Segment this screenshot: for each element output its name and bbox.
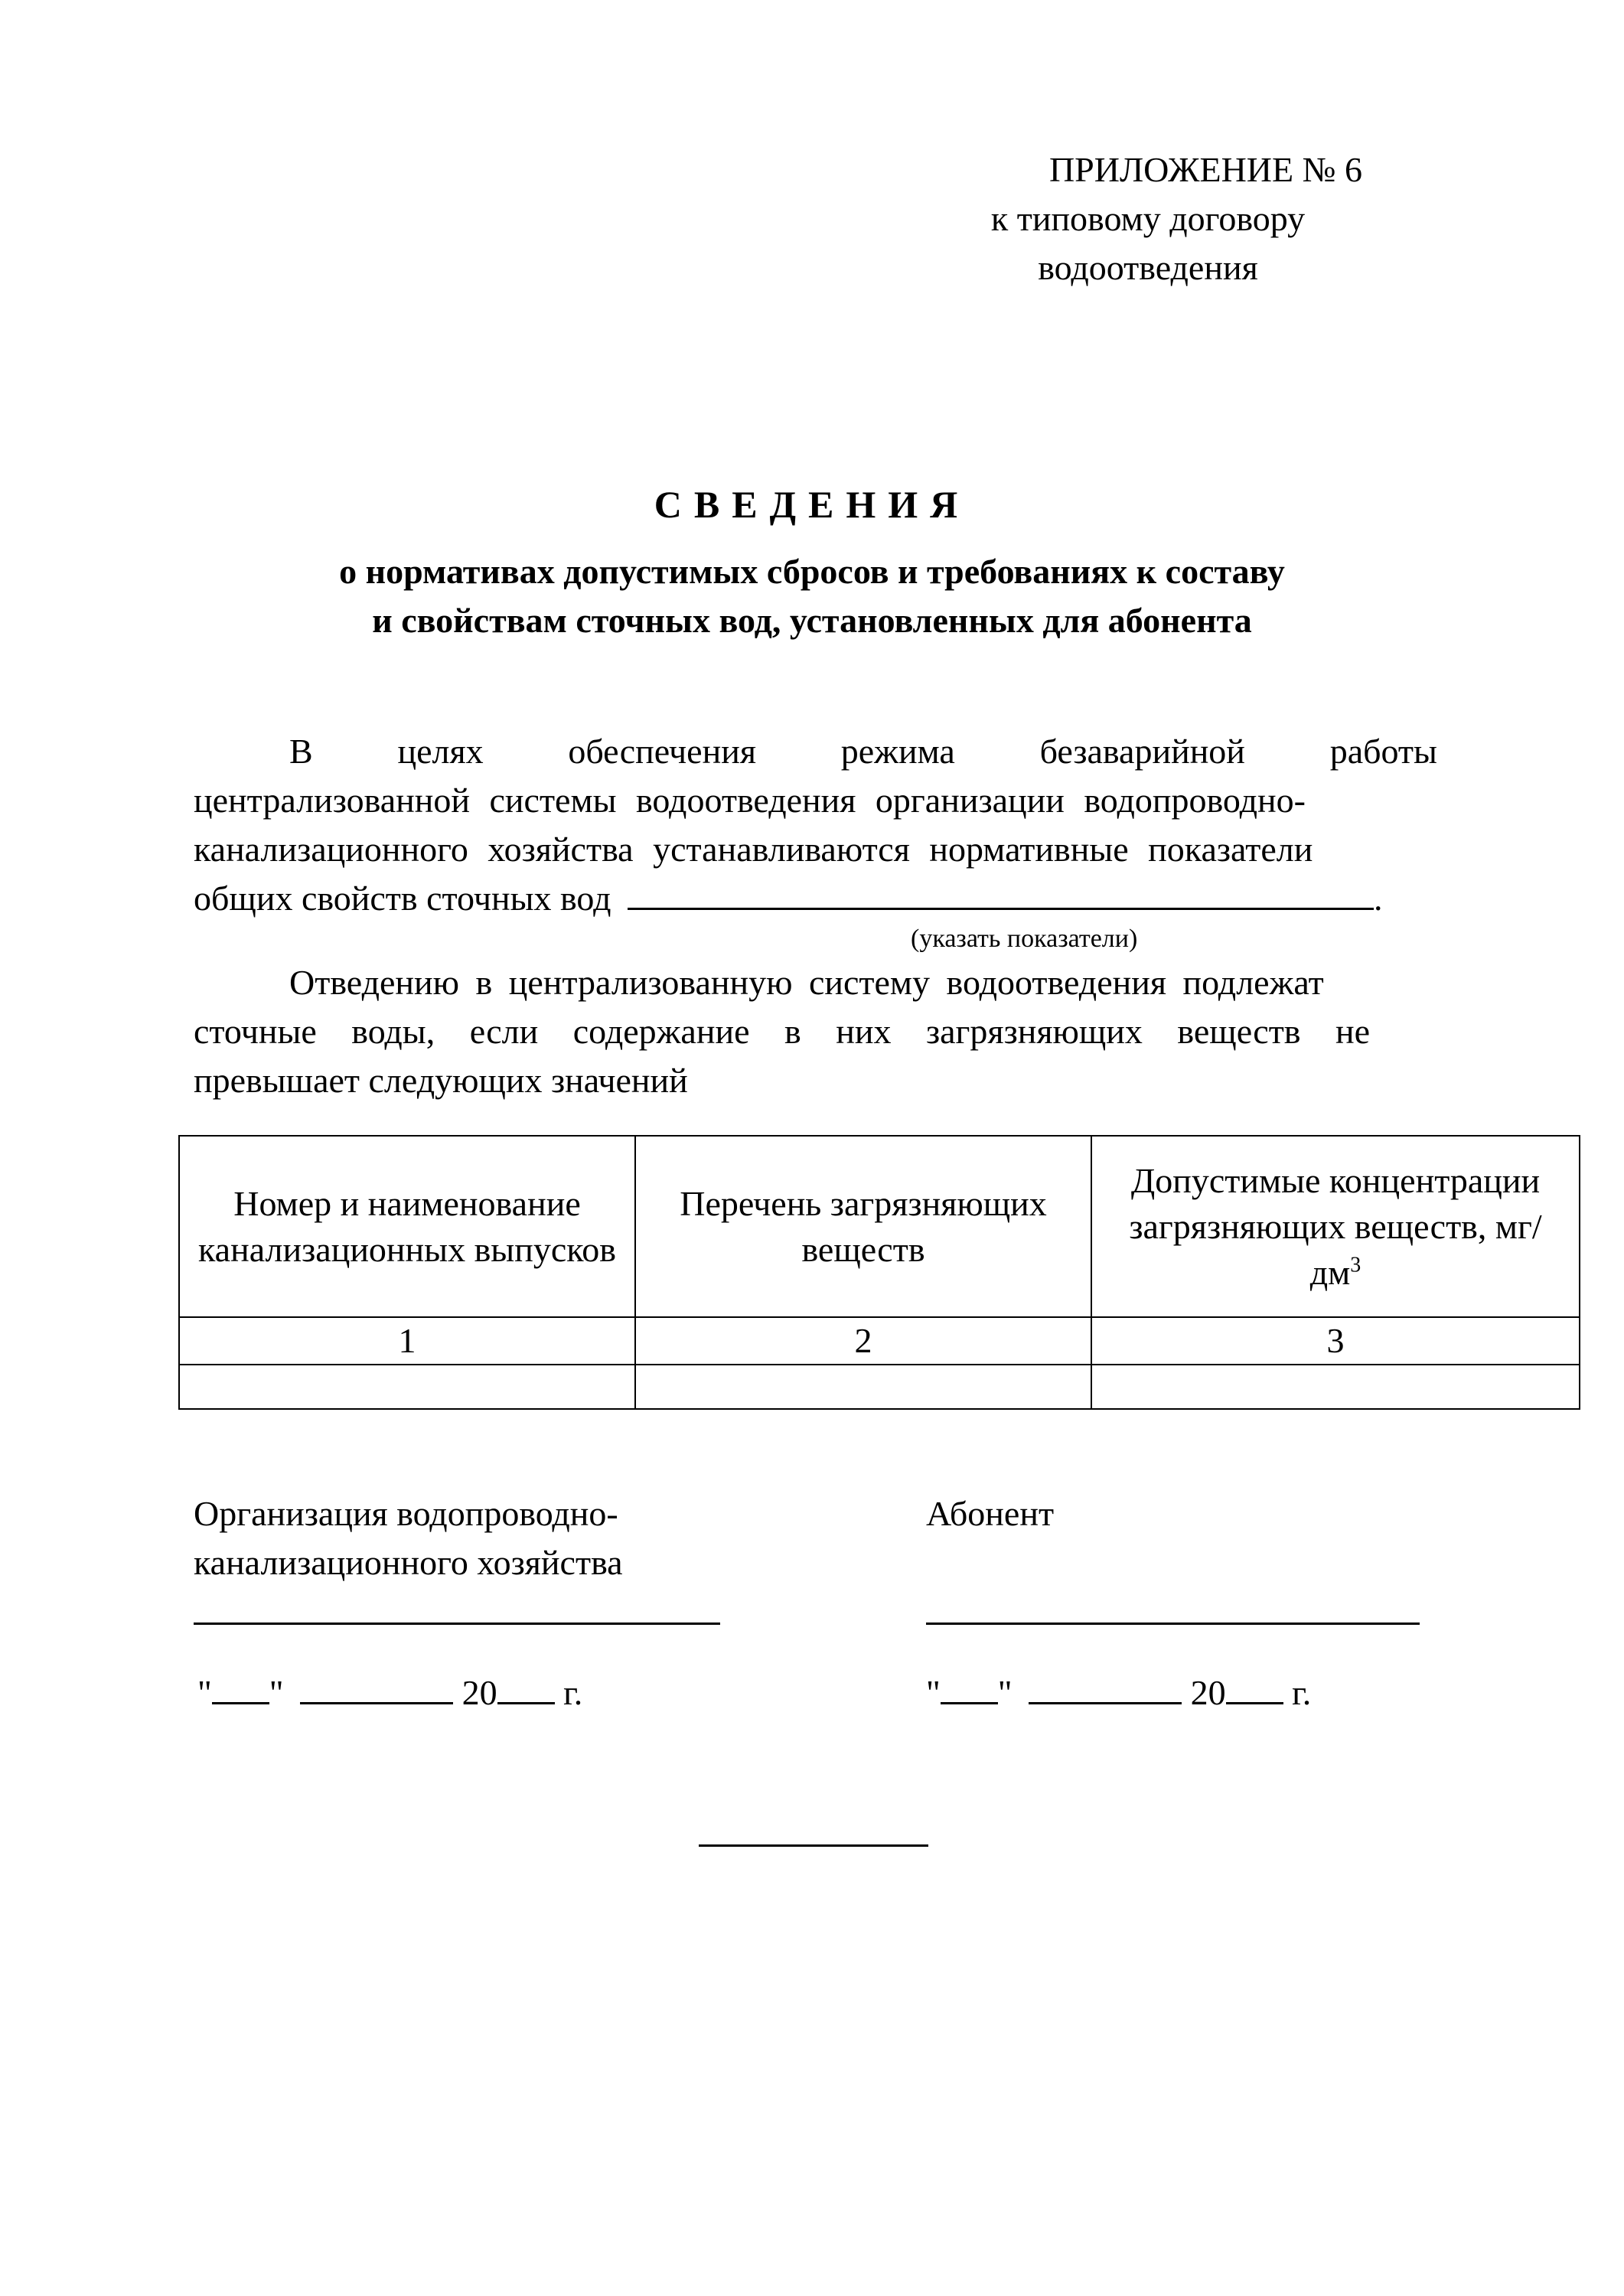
- indicators-fill-field[interactable]: [628, 877, 1374, 910]
- word: работы: [1329, 732, 1437, 771]
- table-row: [179, 1365, 1580, 1409]
- header-concentrations-text: Допустимые концентрации загрязняющих веществ, мг/дм: [1129, 1160, 1542, 1292]
- superscript: 3: [1350, 1253, 1361, 1277]
- org-date: [197, 1668, 582, 1717]
- subscriber-date: [926, 1668, 1311, 1717]
- paragraph-indicators: [194, 727, 1437, 923]
- appendix-ref-line: водоотведения: [1038, 248, 1258, 287]
- word: обеспечения: [568, 732, 756, 771]
- period: .: [1374, 879, 1383, 918]
- table-cell[interactable]: [1091, 1365, 1580, 1409]
- header-substances: Перечень загрязняющих веществ: [635, 1136, 1091, 1317]
- paragraph-line: [194, 727, 1437, 776]
- word: В: [289, 732, 313, 771]
- paragraph-line: централизованной системы водоотведения организации водопроводно-: [194, 781, 1306, 820]
- paragraph-line: сточные воды, если содержание в них загрязняющих веществ не: [194, 1012, 1371, 1051]
- word: режима: [840, 732, 955, 771]
- quote: ": [997, 1673, 1013, 1712]
- subscriber-signature-line[interactable]: [926, 1623, 1420, 1625]
- quote: ": [269, 1673, 284, 1712]
- signature-org-label: [194, 1489, 623, 1587]
- year-blank[interactable]: [497, 1668, 555, 1704]
- paragraph-discharge: [194, 958, 1437, 1105]
- table-row-numbers: [179, 1317, 1580, 1365]
- signature-org-line: Организация водопроводно-: [194, 1494, 618, 1533]
- table-cell[interactable]: [179, 1365, 635, 1409]
- table-cell[interactable]: [635, 1365, 1091, 1409]
- quote: ": [926, 1673, 941, 1712]
- year-blank[interactable]: [1226, 1668, 1283, 1704]
- word: целях: [397, 732, 484, 771]
- org-signature-line[interactable]: [194, 1623, 720, 1625]
- month-blank[interactable]: [300, 1668, 453, 1704]
- document-title: СВЕДЕНИЯ: [654, 483, 970, 526]
- closing-rule: [699, 1844, 928, 1847]
- paragraph-text: общих свойств сточных вод: [194, 879, 611, 918]
- column-number: 2: [635, 1317, 1091, 1365]
- paragraph-line: Отведению в централизованную систему водоотведения подлежат: [289, 963, 1324, 1002]
- day-blank[interactable]: [941, 1668, 998, 1704]
- paragraph-line: [194, 874, 1437, 923]
- signature-subscriber-label: Абонент: [926, 1494, 1055, 1533]
- column-number: 3: [1091, 1317, 1580, 1365]
- header-outlets: Номер и наименование канализационных выпусков: [179, 1136, 635, 1317]
- year-prefix: 20: [1190, 1673, 1226, 1712]
- field-hint: (указать показатели): [911, 925, 1138, 953]
- subtitle-line: о нормативах допустимых сбросов и требованиях к составу: [339, 552, 1285, 591]
- appendix-ref-line: к типовому договору: [990, 199, 1306, 238]
- column-number: 1: [179, 1317, 635, 1365]
- paragraph-line: канализационного хозяйства устанавливаются нормативные показатели: [194, 830, 1313, 869]
- signature-org-line: канализационного хозяйства: [194, 1543, 623, 1582]
- year-prefix: 20: [461, 1673, 497, 1712]
- quote: ": [197, 1673, 212, 1712]
- month-blank[interactable]: [1029, 1668, 1182, 1704]
- day-blank[interactable]: [212, 1668, 269, 1704]
- word: безаварийной: [1039, 732, 1245, 771]
- appendix-number: ПРИЛОЖЕНИЕ № 6: [1048, 150, 1362, 189]
- paragraph-line: превышает следующих значений: [194, 1061, 688, 1100]
- year-suffix: г.: [563, 1673, 583, 1712]
- subtitle-line: и свойствам сточных вод, установленных для абонента: [372, 601, 1252, 640]
- year-suffix: г.: [1292, 1673, 1312, 1712]
- header-concentrations: [1091, 1136, 1580, 1317]
- table-header-row: [179, 1136, 1580, 1317]
- document-subtitle: [0, 547, 1624, 645]
- appendix-header: [934, 145, 1362, 292]
- pollutants-table: [178, 1135, 1580, 1410]
